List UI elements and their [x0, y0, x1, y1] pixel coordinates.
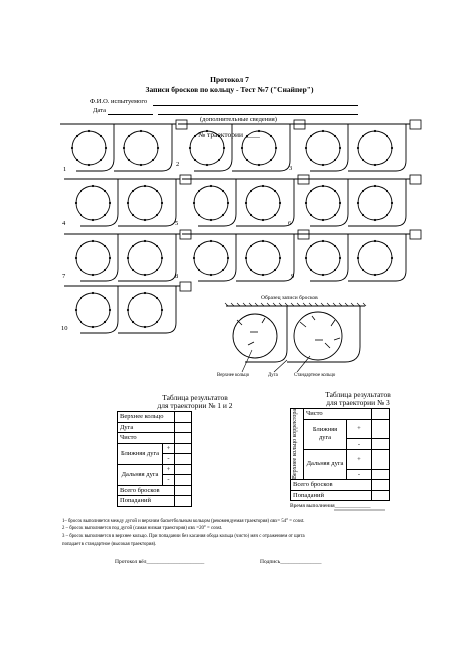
table-cell[interactable] [175, 496, 192, 507]
table1-hits: Попаданий [118, 496, 175, 507]
table-cell[interactable] [175, 433, 192, 444]
table3-far-plus: + [347, 449, 372, 469]
table-cell[interactable] [372, 409, 390, 420]
table-cell[interactable] [175, 475, 192, 486]
sample-label-standard-ring: Стандартное кольцо [294, 373, 336, 378]
note-1: 1– бросок выполняется между дугой и верхним баскетбольным кольцом (рекомендуемая траектория) αвх= 54° = const. [62, 519, 305, 524]
table1-far-minus: - [163, 475, 175, 486]
table3-near-minus: - [347, 439, 372, 450]
table1-title-line1: Таблица результатов [162, 393, 228, 402]
diagram-number-6: 6 [288, 220, 292, 227]
sample-diagram [225, 303, 366, 372]
ring-diagram-9[interactable] [294, 230, 421, 281]
table1-total: Всего бросков [118, 485, 175, 496]
table-row [291, 480, 390, 491]
table1-near-arc: Ближняя дуга [118, 443, 163, 464]
diagram-number-5: 5 [175, 220, 179, 227]
table-row [118, 496, 192, 507]
name-label: Ф.И.О. испытуемого [90, 98, 148, 105]
diagram-number-1: 1 [63, 166, 67, 173]
table-cell[interactable] [372, 490, 390, 501]
table-cell[interactable] [175, 485, 192, 496]
table3-far-arc: Дальняя дуга [304, 449, 347, 479]
table-cell[interactable] [372, 439, 390, 450]
sample-label-arc: Дуга [268, 373, 278, 378]
table-row [291, 409, 390, 420]
table-row [118, 464, 192, 475]
table-row [118, 485, 192, 496]
diagram-number-3: 3 [289, 165, 293, 172]
diagram-number-4: 4 [62, 220, 66, 227]
table3-clean: Чисто [304, 409, 372, 420]
sample-label-upper-ring: Верхнее кольцо [217, 373, 250, 378]
table-cell[interactable] [175, 454, 192, 465]
table3-vertical-label: Верхнее кольцо корректора [292, 409, 298, 479]
table1-near-plus: + [163, 443, 175, 454]
note-3a: 3 – бросок выполняется в верхнее кольцо. При попадании без касания обода кольца (чисто) мяч с отражением от щита [62, 534, 305, 539]
signature: Подпись_______________ [260, 559, 322, 565]
ring-diagram-7[interactable] [64, 230, 191, 281]
sample-title: Образец записи бросков [261, 295, 318, 301]
ring-diagram-10[interactable] [64, 282, 191, 333]
results-table-3 [290, 408, 390, 501]
table-row [118, 433, 192, 444]
table-cell[interactable] [372, 419, 390, 439]
table1-title-line2: для траектории № 1 и 2 [157, 401, 233, 410]
table3-title-line2: для траектории № 3 [326, 398, 390, 407]
ring-diagram-4[interactable] [64, 175, 191, 226]
table-cell[interactable] [372, 469, 390, 480]
table3-hits: Попаданий [291, 490, 372, 501]
diagram-number-9: 9 [291, 273, 295, 280]
table-row [118, 443, 192, 454]
table-row [118, 412, 192, 423]
table-cell[interactable] [372, 449, 390, 469]
protocol-by: Протокол вёл_____________________ [115, 559, 205, 565]
table3-near-plus: + [347, 419, 372, 439]
ring-diagram-6[interactable] [294, 175, 421, 226]
table-cell[interactable] [175, 412, 192, 423]
table1-far-plus: + [163, 464, 175, 475]
ring-diagram-2[interactable] [178, 120, 305, 171]
table-cell[interactable] [175, 464, 192, 475]
table-cell[interactable] [175, 422, 192, 433]
table-cell[interactable] [175, 443, 192, 454]
table3-far-minus: - [347, 469, 372, 480]
trajectory-number-label: № траектории ____ [198, 130, 260, 139]
diagram-number-7: 7 [62, 273, 66, 280]
table-row [291, 419, 390, 439]
ring-diagram-3[interactable] [294, 120, 421, 171]
results-table-1 [117, 411, 192, 507]
date-label: Дата [93, 107, 106, 114]
note-3b: попадает в стандартное (высокая траектория). [62, 542, 157, 547]
table3-near-arc: Ближняя дуга [304, 419, 347, 449]
diagram-number-10: 10 [61, 325, 68, 332]
table3-vertical-cell [291, 409, 304, 480]
ring-diagram-8[interactable] [182, 230, 309, 281]
diagram-number-2: 2 [176, 161, 180, 168]
table-row [291, 449, 390, 469]
protocol-subtitle: Записи бросков по кольцу - Тест №7 ("Снайпер") [145, 85, 314, 94]
protocol-title: Протокол 7 [210, 75, 249, 84]
table1-near-minus: - [163, 454, 175, 465]
table3-total: Всего бросков [291, 480, 372, 491]
diagram-number-8: 8 [175, 273, 179, 280]
ring-diagram-5[interactable] [182, 175, 309, 226]
table-row [118, 422, 192, 433]
table1-arc: Дуга [118, 422, 175, 433]
table3-title-line1: Таблица результатов [325, 390, 391, 399]
table-row [291, 490, 390, 501]
table1-far-arc: Дальняя дуга [118, 464, 163, 485]
table1-upper-ring: Верхнее кольцо [118, 412, 175, 423]
table-cell[interactable] [372, 480, 390, 491]
ring-diagram-1[interactable] [60, 120, 187, 171]
note-2: 2 – бросок выполняется под дугой (самая низкая траектория) αвх =20° = const. [62, 526, 223, 531]
table1-clean: Чисто [118, 433, 175, 444]
additional-info-label: (дополнительные сведения) [200, 116, 277, 123]
execution-time: Время выполнения_____________ [290, 503, 371, 509]
